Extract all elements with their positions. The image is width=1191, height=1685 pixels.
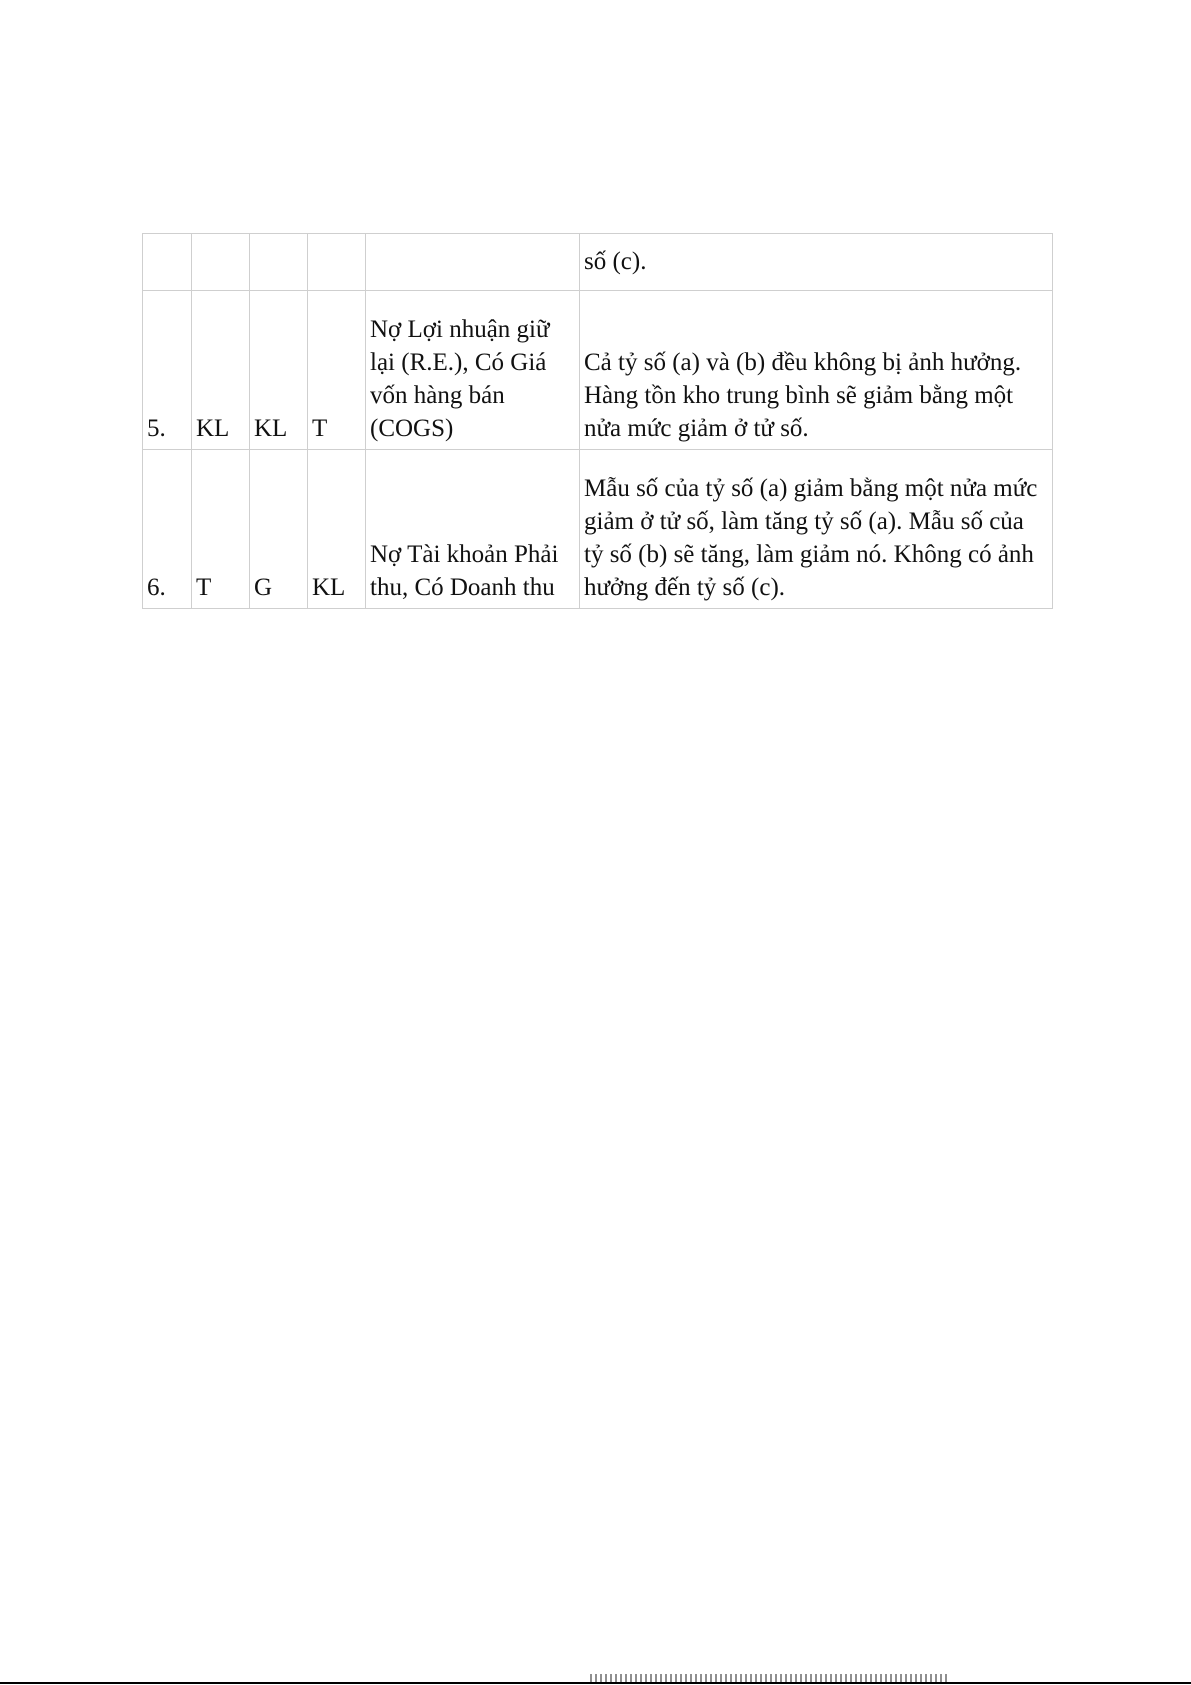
table-row — [143, 450, 1053, 609]
row-number-cell: 6. — [143, 450, 192, 609]
ratio-c-cell — [308, 234, 366, 291]
page-bottom-rule — [0, 1682, 1191, 1684]
journal-entry-cell: Nợ Lợi nhuận giữ lại (R.E.), Có Giá vốn hàng bán (COGS) — [366, 291, 580, 450]
scan-artifact-marks — [590, 1674, 950, 1682]
ratio-b-cell: KL — [250, 291, 308, 450]
journal-entry-cell: Nợ Tài khoản Phải thu, Có Doanh thu — [366, 450, 580, 609]
row-number-cell: 5. — [143, 291, 192, 450]
ratio-b-cell: G — [250, 450, 308, 609]
ratio-a-cell — [192, 234, 250, 291]
journal-entry-cell — [366, 234, 580, 291]
table-row — [143, 234, 1053, 291]
table-row — [143, 291, 1053, 450]
explanation-cell: Cả tỷ số (a) và (b) đều không bị ảnh hưởng. Hàng tồn kho trung bình sẽ giảm bằng một nửa mức giảm ở tử số. — [580, 291, 1053, 450]
ratio-b-cell — [250, 234, 308, 291]
explanation-cell: số (c). — [580, 234, 1053, 291]
row-number-cell — [143, 234, 192, 291]
ratio-a-cell: T — [192, 450, 250, 609]
explanation-cell: Mẫu số của tỷ số (a) giảm bằng một nửa mức giảm ở tử số, làm tăng tỷ số (a). Mẫu số của tỷ số (b) sẽ tăng, làm giảm nó. Không có ảnh hưởng đến tỷ số (c). — [580, 450, 1053, 609]
ratio-c-cell: KL — [308, 450, 366, 609]
ratio-a-cell: KL — [192, 291, 250, 450]
ratio-c-cell: T — [308, 291, 366, 450]
ratio-effects-table — [142, 233, 1053, 609]
